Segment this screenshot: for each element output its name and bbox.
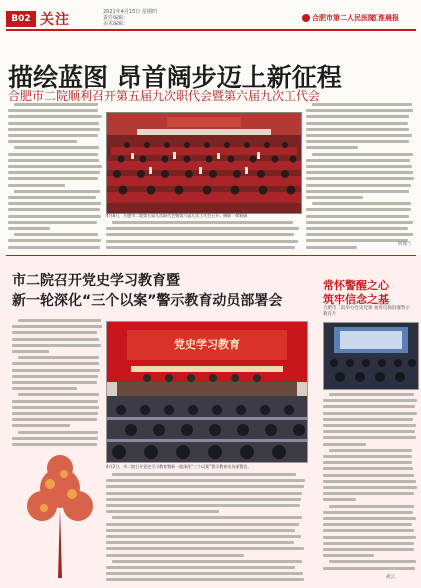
text-line	[306, 177, 414, 180]
text-line	[8, 246, 100, 249]
text-line	[8, 109, 98, 112]
newspaper-name: 江淮晨报	[371, 14, 399, 22]
text-line	[8, 128, 100, 131]
lecture-photo	[323, 322, 419, 390]
text-line	[106, 541, 294, 544]
text-line	[323, 523, 412, 526]
text-line	[306, 140, 409, 143]
article-columns-under-photo	[106, 220, 300, 252]
date-info	[103, 9, 173, 27]
text-line	[112, 516, 302, 519]
meeting-photo-caption: 4月8日，合肥市二院第五届九次职代会暨第六届九次工代会召开。摄影：徐莉娟	[106, 213, 248, 218]
text-line	[8, 122, 99, 125]
text-line	[18, 319, 101, 322]
text-line	[8, 215, 101, 218]
text-line	[12, 443, 97, 446]
text-line	[8, 153, 98, 156]
header-divider	[6, 29, 416, 31]
text-line	[12, 362, 99, 365]
text-line	[12, 387, 77, 390]
art-editor-line: 美术编辑：	[103, 21, 129, 27]
hospital-name: 合肥市第二人民医院	[312, 14, 375, 22]
text-line	[8, 177, 98, 180]
text-line	[323, 542, 414, 545]
side-headline-line-1: 常怀警醒之心	[323, 279, 389, 292]
text-line	[106, 554, 244, 557]
text-line	[306, 146, 358, 149]
text-line	[323, 498, 356, 501]
text-line	[323, 418, 413, 421]
text-line	[306, 109, 413, 112]
text-line	[323, 480, 416, 483]
text-line	[323, 554, 374, 557]
text-line	[312, 202, 411, 205]
date-line: 2021年4月15日 星期四	[103, 9, 157, 15]
text-line	[112, 473, 296, 476]
text-line	[12, 381, 97, 384]
text-line	[329, 560, 416, 563]
text-line	[329, 505, 414, 508]
text-line	[323, 492, 414, 495]
text-line	[8, 227, 50, 230]
text-line	[306, 208, 411, 211]
text-line	[106, 227, 299, 230]
text-line	[18, 431, 98, 434]
text-line	[12, 375, 98, 378]
section-divider	[6, 255, 416, 256]
hospital-logo-icon	[302, 14, 310, 22]
text-line	[14, 190, 100, 193]
meeting-photo-image	[107, 113, 301, 213]
text-line	[306, 227, 408, 230]
text-line	[323, 474, 414, 477]
bottom-article-columns-under-photo	[106, 472, 306, 582]
text-line	[323, 405, 415, 408]
text-line	[106, 485, 304, 488]
text-line	[106, 523, 299, 526]
text-line	[106, 504, 300, 507]
text-line	[306, 190, 409, 193]
text-line	[323, 412, 417, 415]
text-line	[8, 196, 96, 199]
text-line	[306, 171, 413, 174]
text-line	[106, 547, 304, 550]
text-line	[312, 103, 412, 106]
text-line	[323, 517, 416, 520]
text-line	[306, 196, 363, 199]
text-line	[323, 567, 415, 570]
text-line	[14, 233, 98, 236]
text-line	[323, 461, 412, 464]
text-line	[112, 221, 293, 224]
text-line	[8, 115, 102, 118]
text-line	[14, 103, 98, 106]
text-line	[8, 134, 98, 137]
text-line	[329, 393, 414, 396]
bottom-article-column-left	[12, 318, 102, 448]
tree-illustration	[20, 448, 98, 578]
text-line	[12, 344, 101, 347]
text-line	[106, 535, 301, 538]
article-column-left	[8, 102, 102, 250]
text-line	[106, 233, 294, 236]
text-line	[12, 325, 102, 328]
text-line	[323, 424, 416, 427]
text-line	[306, 165, 412, 168]
text-line	[323, 467, 413, 470]
text-line	[329, 449, 412, 452]
mobilization-meeting-photo	[106, 321, 308, 463]
editor-line: 责任编辑：	[103, 15, 129, 21]
side-article-column	[323, 392, 417, 572]
text-line	[306, 221, 413, 224]
text-line	[106, 510, 219, 513]
text-line	[8, 208, 100, 211]
text-line	[323, 511, 413, 514]
text-line	[306, 128, 409, 131]
text-line	[12, 400, 98, 403]
mobilization-meeting-image	[107, 322, 307, 462]
text-line	[306, 184, 411, 187]
meeting-photo	[106, 112, 302, 214]
text-line	[8, 140, 77, 143]
text-line	[323, 548, 414, 551]
text-line	[8, 184, 65, 187]
text-line	[106, 498, 301, 501]
text-line	[8, 165, 102, 168]
side-article-author: 胡云	[386, 575, 395, 580]
text-line	[106, 572, 303, 575]
text-line	[323, 443, 366, 446]
text-line	[323, 529, 414, 532]
top-article-author: 何瑞兰	[398, 242, 412, 247]
text-line	[323, 455, 412, 458]
text-line	[312, 153, 413, 156]
text-line	[323, 486, 417, 489]
text-line	[306, 159, 410, 162]
text-line	[106, 529, 295, 532]
text-line	[12, 424, 70, 427]
text-line	[106, 566, 295, 569]
text-line	[8, 239, 101, 242]
text-line	[306, 115, 409, 118]
text-line	[8, 171, 100, 174]
page-number-badge: B02	[6, 11, 36, 27]
text-line	[12, 412, 98, 415]
text-line	[106, 240, 298, 243]
text-line	[12, 338, 99, 341]
text-line	[323, 430, 415, 433]
main-headline: 描绘蓝图 昂首阔步迈上新征程	[8, 63, 342, 92]
text-line	[306, 233, 413, 236]
text-line	[12, 350, 49, 353]
mobilization-photo-caption: 4月2日，市二院召开党史学习教育暨新一轮深化“三个以案”警示教育动员部署会。	[106, 464, 252, 469]
article-column-right	[306, 102, 414, 250]
text-line	[12, 418, 97, 421]
text-line	[106, 479, 305, 482]
text-line	[12, 437, 98, 440]
text-line	[306, 215, 409, 218]
text-line	[8, 202, 101, 205]
text-line	[14, 146, 99, 149]
side-subheadline: 合肥市二院举办党史党课 观看反腐倡廉警示教育片	[323, 306, 410, 317]
bottom-headline-line-2: 新一轮深化“三个以案”警示教育动员部署会	[12, 293, 283, 309]
text-line	[106, 492, 302, 495]
text-line	[12, 406, 99, 409]
text-line	[306, 239, 408, 242]
text-line	[8, 221, 97, 224]
side-headline-line-2: 筑牢信念之基	[323, 293, 389, 306]
text-line	[106, 246, 295, 249]
svg-text:党史学习教育: 党史学习教育	[174, 338, 240, 351]
lecture-image	[324, 323, 418, 389]
text-line	[18, 356, 99, 359]
text-line	[306, 246, 357, 249]
text-line	[323, 399, 417, 402]
bottom-headline-line-1: 市二院召开党史学习教育暨	[12, 273, 180, 289]
text-line	[106, 578, 304, 581]
text-line	[12, 331, 97, 334]
text-line	[323, 436, 416, 439]
text-line	[12, 369, 100, 372]
main-subheadline: 合肥市二院顺利召开第五届九次职代会暨第六届九次工代会	[8, 89, 321, 103]
text-line	[306, 134, 412, 137]
text-line	[18, 393, 99, 396]
text-line	[323, 536, 416, 539]
section-name: 关注	[40, 12, 70, 28]
text-line	[112, 560, 302, 563]
text-line	[306, 122, 408, 125]
text-line	[8, 159, 99, 162]
